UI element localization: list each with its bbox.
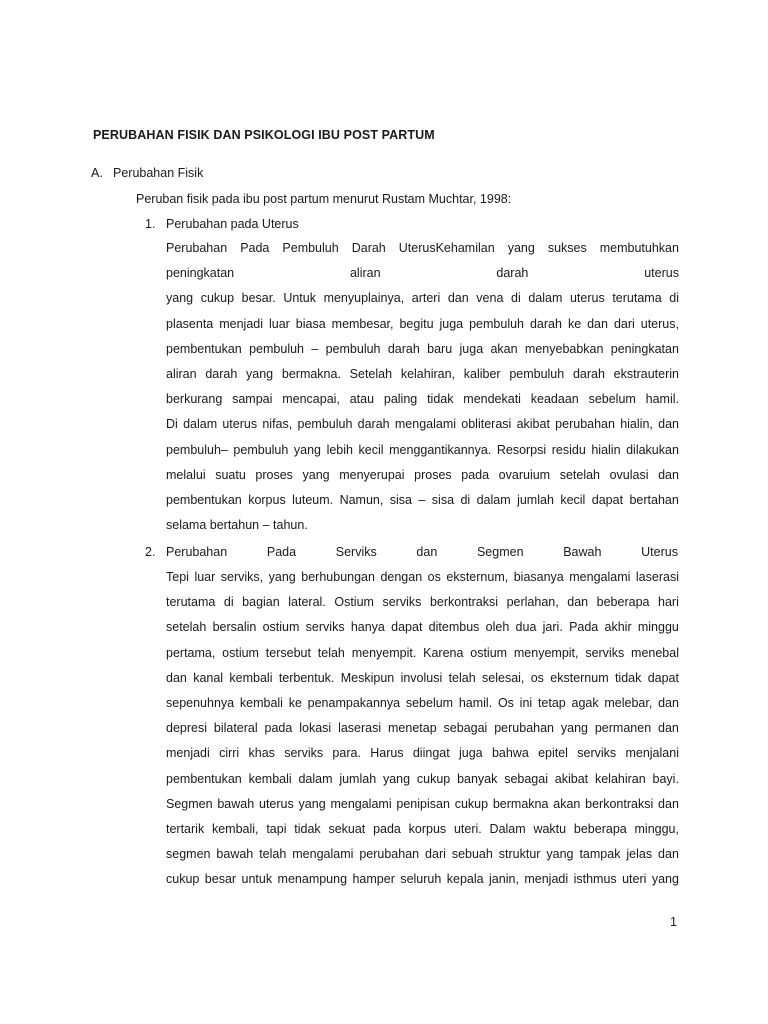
item-paragraph (166, 565, 679, 892)
item-title: Perubahan Pada Serviks dan Segmen Bawah Uterus (166, 545, 678, 559)
paragraph-line: plasenta menjadi luar biasa membesar, begitu juga pembuluh darah ke dan dari uterus, (166, 316, 679, 331)
paragraph-line: Segmen bawah uterus yang mengalami penipisan cukup bermakna akan berkontraksi dan (166, 796, 679, 811)
paragraph-line: Di dalam uterus nifas, pembuluh darah mengalami obliterasi akibat perubahan hialin, dan (166, 417, 679, 432)
paragraph-line: sepenuhnya kembali ke penampakannya sebelum hamil. Os ini tetap agak melebar, dan (166, 695, 679, 710)
item-number: 2. (145, 545, 156, 559)
paragraph-line: tertarik kembali, tapi tidak sekuat pada korpus uteri. Dalam waktu beberapa minggu, (166, 821, 679, 836)
paragraph-line: Perubahan Pada Pembuluh Darah UterusKehamilan yang sukses membutuhkan (166, 241, 679, 255)
item-paragraph (166, 236, 679, 538)
paragraph-line: segmen bawah telah mengalami perubahan dari sebuah struktur yang tampak jelas dan (166, 847, 679, 862)
paragraph-line: melalui suatu proses yang menyerupai proses pada ovaruium setelah ovulasi dan (166, 467, 679, 482)
paragraph-line: terutama di bagian lateral. Ostium serviks berkontraksi perlahan, dan beberapa hari (166, 595, 679, 610)
paragraph-line: pembentukan pembuluh – pembuluh darah baru juga akan menyebabkan peningkatan (166, 341, 679, 356)
item-number: 1. (145, 217, 156, 231)
paragraph-line: depresi bilateral pada lokasi laserasi menetap sebagai perubahan yang permanen dan (166, 721, 679, 736)
paragraph-line: setelah bersalin ostium serviks hanya dapat ditembus oleh dua jari. Pada akhir minggu (166, 620, 679, 635)
paragraph-line: aliran darah yang bermakna. Setelah kelahiran, kaliber pembuluh darah ekstrauterin (166, 366, 679, 381)
paragraph-line: pertama, ostium tersebut telah menyempit. Karena ostium menyempit, serviks menebal (166, 645, 679, 660)
paragraph-line: cukup besar untuk menampung hamper seluruh kepala janin, menjadi isthmus uteri yang (166, 872, 679, 887)
paragraph-line: pembuluh– pembuluh yang lebih kecil menggantikannya. Resorpsi residu hialin dilakukan (166, 442, 679, 457)
paragraph-line: peningkatan aliran darah uterus (166, 266, 679, 281)
paragraph-line: pembentukan kembali dalam jumlah yang cukup banyak sebagai akibat kelahiran bayi. (166, 771, 679, 786)
section-marker: A. (91, 166, 103, 180)
paragraph-line: menjadi cirri khas serviks para. Harus diingat juga bahwa epitel serviks menjalani (166, 746, 679, 761)
paragraph-line: pembentukan korpus luteum. Namun, sisa – sisa di dalam jumlah kecil dapat bertahan (166, 492, 679, 507)
paragraph-line: dan kanal kembali terbentuk. Meskipun involusi telah selesai, os eksternum tidak dapat (166, 670, 679, 685)
page-number: 1 (670, 915, 677, 929)
paragraph-line: Tepi luar serviks, yang berhubungan dengan os eksternum, biasanya mengalami laserasi (166, 570, 679, 584)
paragraph-line: yang cukup besar. Untuk menyuplainya, arteri dan vena di dalam uterus terutama di (166, 291, 679, 306)
intro-sentence: Peruban fisik pada ibu post partum menurut Rustam Muchtar, 1998: (136, 192, 512, 206)
section-heading: Perubahan Fisik (113, 166, 204, 180)
paragraph-line: selama bertahun – tahun. (166, 518, 308, 533)
document-title: PERUBAHAN FISIK DAN PSIKOLOGI IBU POST PARTUM (93, 128, 435, 142)
paragraph-line: berkurang sampai mencapai, atau paling tidak mendekati keadaan sebelum hamil. (166, 392, 679, 407)
item-title: Perubahan pada Uterus (166, 217, 299, 231)
